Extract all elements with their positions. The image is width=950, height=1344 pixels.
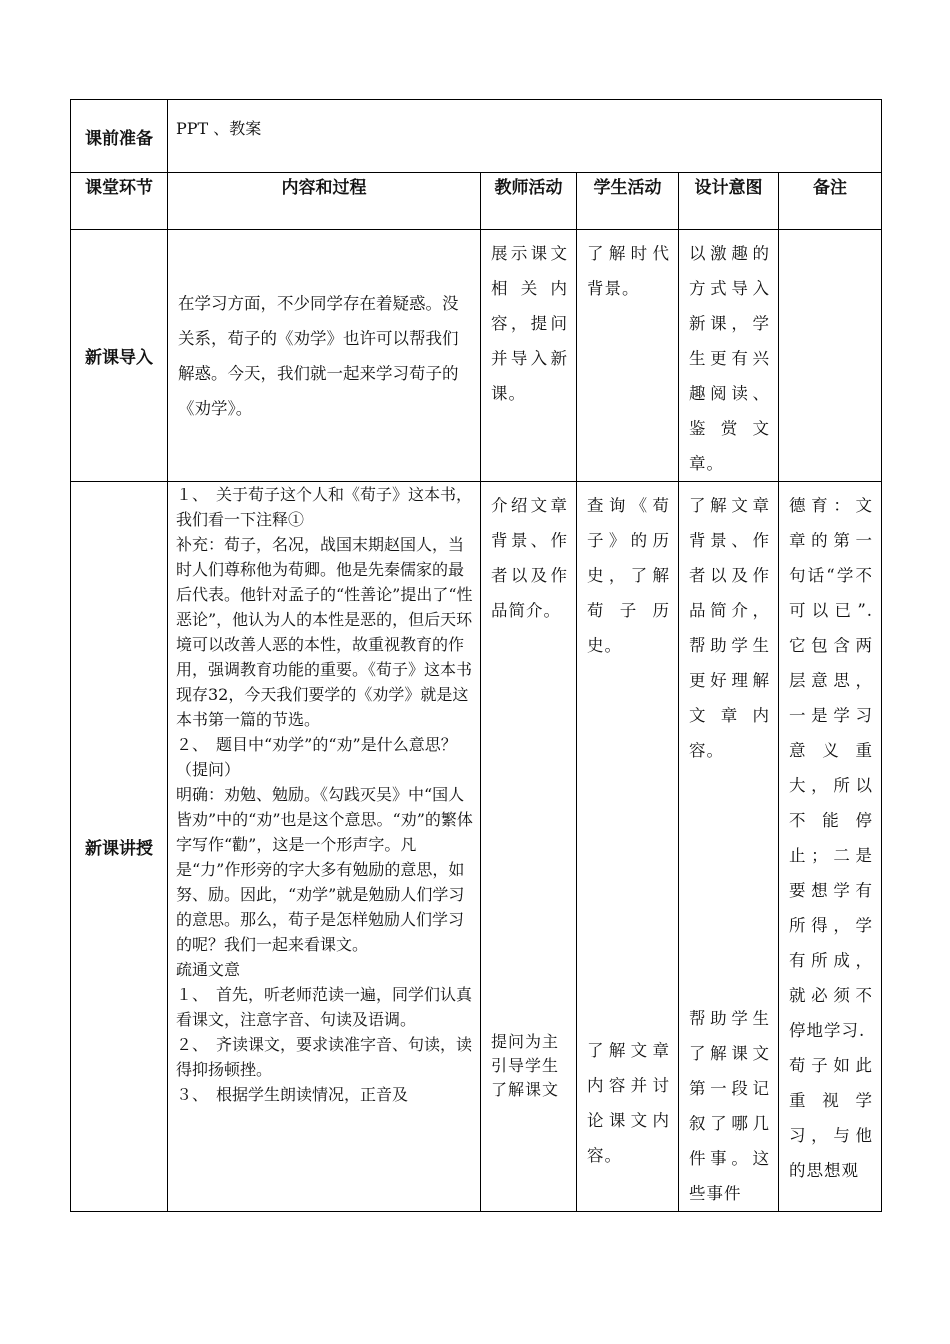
lesson-plan-table <box>70 99 882 1212</box>
header-teacher: 教师活动 <box>481 173 577 230</box>
note-text: 德育：文章的第一句话“学不可以已”.它包含两层意思，一是学习意义重大，所以不能停止；二是要想学有所得，学有所成，就必须不停地学习. <box>789 496 873 1040</box>
lecture-content <box>168 482 481 1212</box>
header-row <box>71 173 882 230</box>
content-paragraph: ２、 齐读课文，要求读准字音、句读，读得抑扬顿挫。 <box>176 1035 473 1079</box>
content-paragraph: １、 首先，听老师范读一遍，同学们认真看课文，注意字音、句读及语调。 <box>176 985 473 1029</box>
content-paragraph: 补充：荀子，名况，战国末期赵国人，当时人们尊称他为荀卿。他是先秦儒家的最后代表。他针对孟子的“性善论”提出了“性恶论”，他认为人的本性是恶的，但后天环境可以改善人恶的本性，故重视教育的作用，强调教育功能的重要。《荀子》这本书现存32，今天我们要学的《劝学》就是这本书第一篇的节选。 <box>176 535 473 729</box>
intro-student: 了解时代背景。 <box>577 230 679 482</box>
content-paragraph: 疏通文意 <box>176 960 241 979</box>
lecture-teacher <box>481 482 577 1212</box>
header-notes: 备注 <box>779 173 882 230</box>
note-text: 荀子如此重视学习，与他的思想观 <box>789 1056 873 1180</box>
intro-design: 以激趣的方式导入新课，学生更有兴趣阅读、鉴赏文章。 <box>679 230 779 482</box>
lecture-student <box>577 482 679 1212</box>
content-paragraph: ２、 题目中“劝学”的“劝”是什么意思？（提问） <box>176 735 457 779</box>
student-activity: 查询《荀子》的历史，了解荀子历史。 <box>587 496 670 655</box>
teacher-activity: 介绍文章背景、作者以及作品简介。 <box>491 496 568 620</box>
lecture-label: 新课讲授 <box>71 482 168 1212</box>
intro-label: 新课导入 <box>71 230 168 482</box>
prep-row <box>71 100 882 173</box>
design-intent: 帮助学生了解课文第一段记叙了哪几件事。这些事件 <box>689 1009 770 1203</box>
header-stage: 课堂环节 <box>71 173 168 230</box>
lecture-row <box>71 482 882 1212</box>
lecture-notes <box>779 482 882 1212</box>
prep-label: 课前准备 <box>71 100 168 173</box>
intro-row <box>71 230 882 482</box>
design-intent: 了解文章背景、作者以及作品简介，帮助学生更好理解文章内容。 <box>689 496 770 760</box>
intro-teacher: 展示课文相关内容，提问并导入新课。 <box>481 230 577 482</box>
prep-value: PPT 、教案 <box>168 100 882 173</box>
header-content: 内容和过程 <box>168 173 481 230</box>
intro-notes <box>779 230 882 482</box>
header-design: 设计意图 <box>679 173 779 230</box>
student-activity: 了解文章内容并讨论课文内容。 <box>587 1041 670 1165</box>
intro-content: 在学习方面，不少同学存在着疑惑。没关系，荀子的《劝学》也许可以帮我们解惑。今天，我们就一起来学习荀子的《劝学》。 <box>168 230 481 482</box>
content-paragraph: 明确：劝勉、勉励。《勾践灭吴》中“国人皆劝”中的“劝”也是这个意思。“劝”的繁体字写作“勸”，这是一个形声字。凡是“力”作形旁的字大多有勉励的意思，如努、励。因此，“劝学”就是勉励人们学习的意思。那么，荀子是怎样勉励人们学习的呢？我们一起来看课文。 <box>176 785 473 954</box>
content-paragraph: １、 关于荀子这个人和《荀子》这本书，我们看一下注释① <box>176 485 473 529</box>
header-student: 学生活动 <box>577 173 679 230</box>
lecture-design <box>679 482 779 1212</box>
content-paragraph: ３、 根据学生朗读情况，正音及 <box>176 1085 409 1104</box>
teacher-activity: 提问为主引导学生了解课文 <box>491 1032 560 1099</box>
